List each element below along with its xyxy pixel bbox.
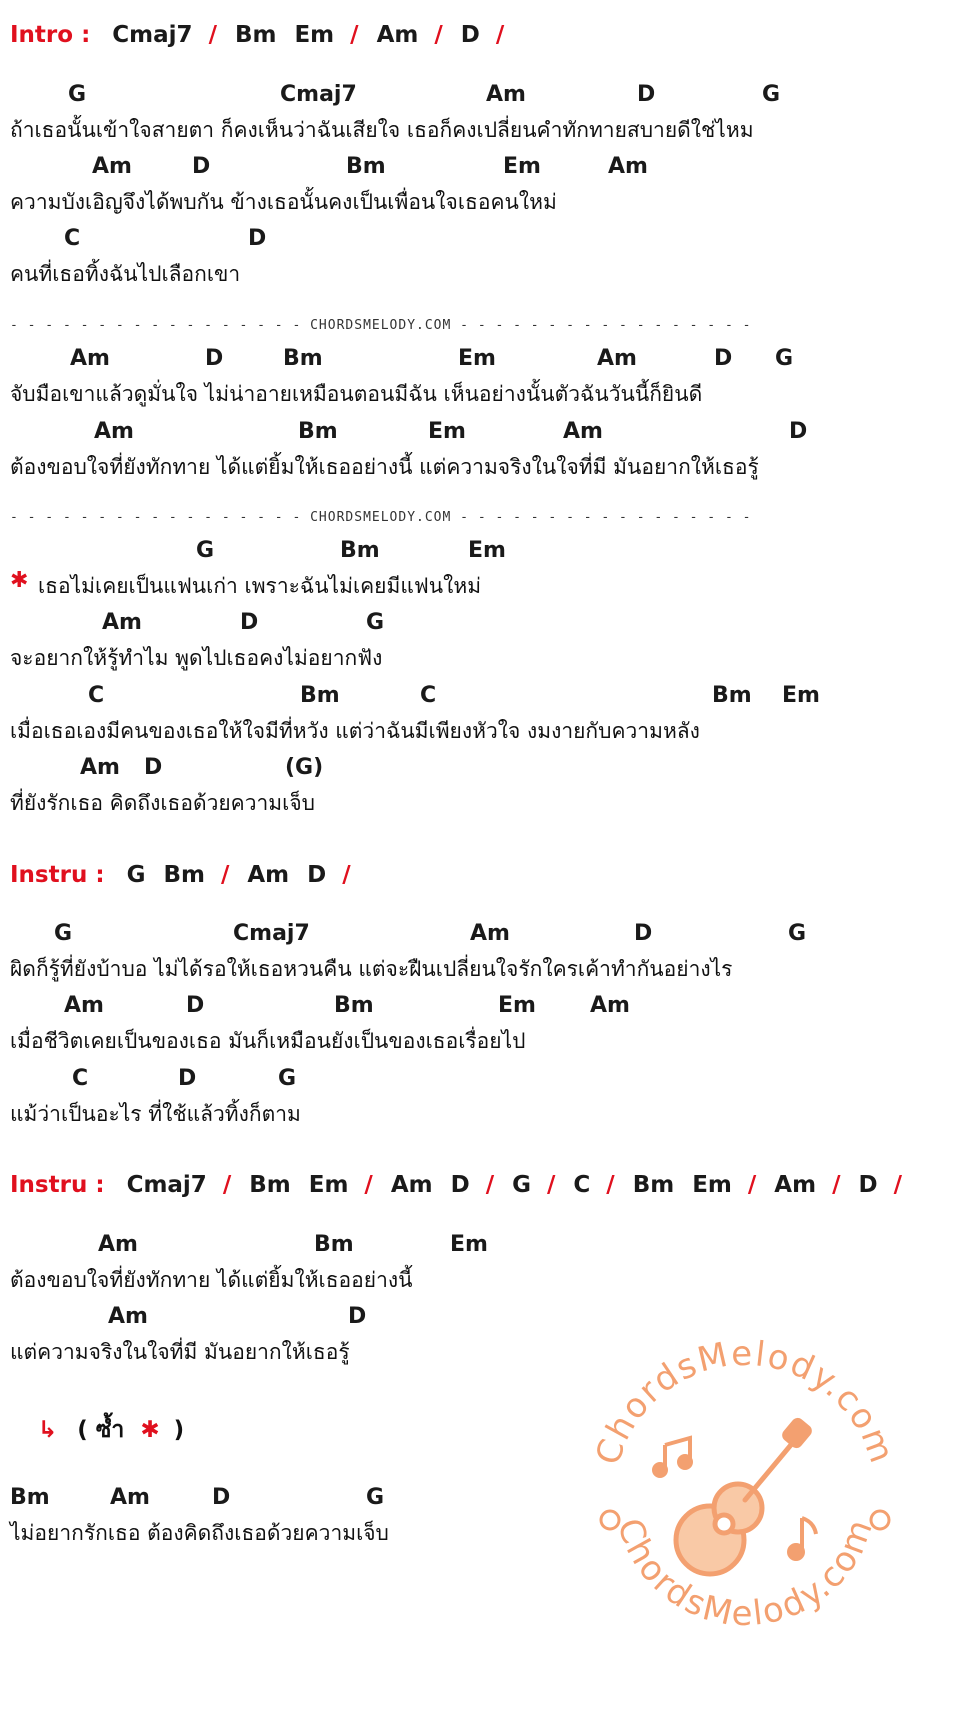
progression-chord[interactable]: Em — [692, 1172, 732, 1198]
intro-label: Intro : — [10, 22, 91, 48]
chord[interactable]: Cmaj7 — [233, 921, 310, 946]
chord[interactable]: Am — [102, 610, 142, 635]
chord[interactable]: Am — [597, 346, 637, 371]
chord[interactable]: Bm — [334, 993, 374, 1018]
chord[interactable]: Am — [80, 755, 120, 780]
chord[interactable]: D — [248, 226, 267, 251]
repeat-close: ) — [173, 1417, 185, 1443]
progression-slash: / — [606, 1172, 615, 1198]
progression-chord[interactable]: Bm — [163, 862, 205, 888]
chord[interactable]: Bm — [712, 683, 752, 708]
progression-slash: / — [485, 1172, 495, 1198]
lyric-line: ความบังเอิญจึงได้พบกัน ข้างเธอนั้นคงเป็นเพื่อนใจเธอคนใหม่ — [10, 190, 557, 214]
chord[interactable]: D — [348, 1304, 367, 1329]
chord[interactable]: D — [186, 993, 205, 1018]
progression-chord[interactable]: G — [512, 1172, 531, 1198]
chord[interactable]: (G) — [285, 755, 324, 780]
chord[interactable]: G — [68, 82, 87, 107]
chord[interactable]: D — [240, 610, 259, 635]
chord[interactable]: D — [634, 921, 653, 946]
progression-chord[interactable]: Bm — [234, 22, 277, 48]
music-note-icon — [654, 1438, 691, 1476]
chord[interactable]: G — [762, 82, 781, 107]
chord[interactable]: Am — [92, 154, 132, 179]
chord[interactable]: Em — [458, 346, 496, 371]
chord[interactable]: Am — [563, 419, 603, 444]
chord[interactable]: D — [637, 82, 656, 107]
chord[interactable]: C — [72, 1066, 89, 1091]
instru1-row — [10, 862, 351, 888]
progression-chord[interactable]: Am — [376, 22, 419, 48]
lyric-line: จะอยากให้รู้ทำไม พูดไปเธอคงไม่อยากฟัง — [10, 646, 383, 670]
chord[interactable]: D — [789, 419, 808, 444]
lyric-line: เมื่อเธอเองมีคนของเธอให้ใจมีที่หวัง แต่ว่าฉันมีเพียงหัวใจ งมงายกับความหลัง — [10, 719, 700, 743]
lyric-line: เธอไม่เคยเป็นแฟนเก่า เพราะฉันไม่เคยมีแฟนใหม่ — [38, 574, 482, 598]
chord[interactable]: G — [775, 346, 794, 371]
instru1-progression — [113, 862, 351, 888]
lyric-line: ไม่อยากรักเธอ ต้องคิดถึงเธอด้วยความเจ็บ — [10, 1521, 389, 1545]
chord[interactable]: Am — [590, 993, 630, 1018]
chord[interactable]: D — [144, 755, 163, 780]
chord[interactable]: Bm — [283, 346, 323, 371]
chord[interactable]: G — [788, 921, 807, 946]
progression-chord[interactable]: D — [460, 22, 480, 48]
chord[interactable]: Bm — [300, 683, 340, 708]
progression-slash: / — [342, 862, 351, 888]
lyric-line: คนที่เธอทิ้งฉันไปเลือกเขา — [10, 262, 241, 286]
return-arrow-icon: ↳ — [38, 1417, 58, 1443]
chord[interactable]: Em — [782, 683, 820, 708]
chord[interactable]: G — [366, 610, 385, 635]
progression-slash: / — [222, 1172, 232, 1198]
intro-progression — [98, 22, 504, 48]
progression-chord[interactable]: G — [126, 862, 146, 888]
progression-chord[interactable]: C — [573, 1172, 591, 1198]
chord[interactable]: Em — [468, 538, 506, 563]
chord[interactable]: D — [212, 1485, 231, 1510]
chord[interactable]: Em — [428, 419, 466, 444]
chord[interactable]: Am — [486, 82, 526, 107]
progression-chord[interactable]: Am — [390, 1172, 433, 1198]
chord[interactable]: Bm — [346, 154, 386, 179]
chorus-star-icon: ✱ — [10, 568, 29, 593]
progression-slash: / — [747, 1172, 757, 1198]
progression-slash: / — [220, 862, 230, 888]
lyric-line: ถ้าเธอนั้นเข้าใจสายตา ก็คงเห็นว่าฉันเสียใจ เธอก็คงเปลี่ยนคำทักทายสบายดีใช่ไหม — [10, 118, 754, 142]
progression-chord[interactable]: Am — [774, 1172, 817, 1198]
chord[interactable]: Am — [470, 921, 510, 946]
lyric-line: จับมือเขาแล้วดูมั่นใจ ไม่น่าอายเหมือนตอนมีฉัน เห็นอย่างนั้นตัวฉันวันนี้ก็ยินดี — [10, 382, 703, 406]
separator: - - - - - - - - - - - - - - - - - CHORDSMELODY.COM - - - - - - - - - - - - - - - - - — [10, 510, 752, 525]
chord[interactable]: Am — [64, 993, 104, 1018]
lyric-line: เมื่อชีวิตเคยเป็นของเธอ มันก็เหมือนยังเป็นของเธอเรื่อยไป — [10, 1029, 526, 1053]
chord[interactable]: G — [196, 538, 215, 563]
chord[interactable]: Am — [98, 1232, 138, 1257]
chord[interactable]: Bm — [340, 538, 380, 563]
repeat-open: ( ซ้ำ — [77, 1417, 125, 1443]
chord[interactable]: Am — [608, 154, 648, 179]
progression-slash: / — [208, 22, 217, 48]
instru2-label: Instru : — [10, 1172, 105, 1198]
chord[interactable]: D — [205, 346, 224, 371]
progression-chord[interactable]: D — [858, 1172, 878, 1198]
repeat-marker — [38, 1412, 184, 1448]
lyric-line: ต้องขอบใจที่ยังทักทาย ได้แต่ยิ้มให้เธออย่างนี้ แต่ความจริงในใจที่มี มันอยากให้เธอรู้ — [10, 455, 759, 479]
progression-slash: / — [893, 1172, 902, 1198]
lyric-line: แม้ว่าเป็นอะไร ที่ใช้แล้วทิ้งก็ตาม — [10, 1102, 301, 1126]
progression-chord[interactable]: D — [450, 1172, 470, 1198]
chord[interactable]: Bm — [298, 419, 338, 444]
separator: - - - - - - - - - - - - - - - - - CHORDSMELODY.COM - - - - - - - - - - - - - - - - - — [10, 318, 752, 333]
progression-slash: / — [350, 22, 359, 48]
progression-chord[interactable]: Em — [294, 22, 335, 48]
chord[interactable]: Em — [498, 993, 536, 1018]
watermark-top-text: ChordsMelody.com — [587, 1333, 903, 1470]
chord[interactable]: G — [54, 921, 73, 946]
instru1-label: Instru : — [10, 862, 105, 888]
chord[interactable]: C — [64, 226, 81, 251]
chord[interactable]: C — [88, 683, 105, 708]
progression-slash: / — [434, 22, 443, 48]
watermark-bottom-text: ChordsMelody.com — [608, 1512, 882, 1635]
chord[interactable]: Am — [70, 346, 110, 371]
instru2-progression — [113, 1172, 902, 1198]
chord[interactable]: Am — [94, 419, 134, 444]
chord[interactable]: Cmaj7 — [280, 82, 357, 107]
progression-chord[interactable]: Cmaj7 — [112, 22, 193, 48]
chord[interactable]: Em — [503, 154, 541, 179]
chord[interactable]: C — [420, 683, 437, 708]
intro-row — [10, 22, 504, 48]
chordsmelody-watermark — [580, 1330, 910, 1660]
repeat-star-icon: ✱ — [140, 1417, 160, 1443]
chord[interactable]: Bm — [10, 1485, 50, 1510]
chord[interactable]: Am — [110, 1485, 150, 1510]
progression-slash: / — [495, 22, 505, 48]
progression-chord[interactable]: Em — [308, 1172, 349, 1198]
chord[interactable]: Bm — [314, 1232, 354, 1257]
instru2-row — [10, 1172, 902, 1198]
progression-chord[interactable]: Bm — [249, 1172, 291, 1198]
lyric-line: ต้องขอบใจที่ยังทักทาย ได้แต่ยิ้มให้เธออย่างนี้ — [10, 1268, 413, 1292]
chord[interactable]: D — [714, 346, 733, 371]
chord[interactable]: G — [366, 1485, 385, 1510]
lyric-line: ที่ยังรักเธอ คิดถึงเธอด้วยความเจ็บ — [10, 791, 315, 815]
lyric-line: แต่ความจริงในใจที่มี มันอยากให้เธอรู้ — [10, 1340, 350, 1364]
progression-chord[interactable]: D — [307, 862, 327, 888]
chord[interactable]: Am — [108, 1304, 148, 1329]
progression-chord[interactable]: Cmaj7 — [126, 1172, 207, 1198]
progression-slash: / — [547, 1172, 556, 1198]
progression-slash: / — [832, 1172, 841, 1198]
progression-chord[interactable]: Am — [247, 862, 290, 888]
chord[interactable]: D — [192, 154, 211, 179]
music-note-icon-2 — [789, 1518, 816, 1559]
progression-slash: / — [364, 1172, 373, 1198]
progression-chord[interactable]: Bm — [632, 1172, 675, 1198]
chord[interactable]: Em — [450, 1232, 488, 1257]
chord[interactable]: G — [278, 1066, 297, 1091]
lyric-line: ผิดก็รู้ที่ยังบ้าบอ ไม่ได้รอให้เธอหวนคืน แต่จะฝืนเปลี่ยนใจรักใครเค้าทำกันอย่างไร — [10, 957, 733, 981]
chord[interactable]: D — [178, 1066, 197, 1091]
